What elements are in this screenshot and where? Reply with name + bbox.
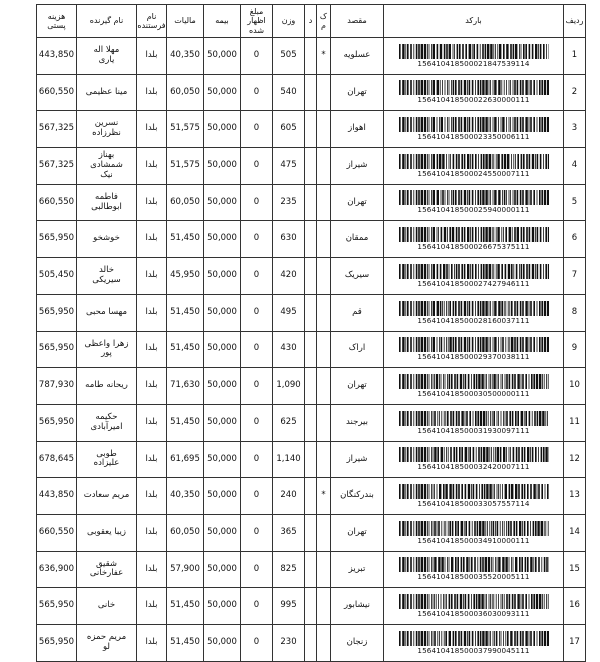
d-mark — [305, 38, 317, 75]
declared-value: 0 — [241, 551, 273, 588]
postal-cost: 505,450 — [37, 258, 77, 295]
destination: نیشابور — [331, 588, 384, 625]
barcode-number: 156410418500028160037111 — [417, 317, 529, 325]
weight: 230 — [273, 625, 305, 662]
table-row — [37, 38, 586, 75]
row-number: 8 — [564, 294, 586, 331]
k-mark: * — [317, 478, 331, 515]
tax: 51,575 — [167, 111, 204, 148]
barcode-cell — [384, 514, 564, 551]
postal-cost: 565,950 — [37, 221, 77, 258]
barcode-cell — [384, 184, 564, 221]
receiver-name: طوبی علیزاده — [77, 441, 137, 478]
table-row — [37, 294, 586, 331]
tax: 51,450 — [167, 331, 204, 368]
shipments-table — [36, 4, 586, 662]
tax: 51,450 — [167, 404, 204, 441]
weight: 240 — [273, 478, 305, 515]
declared-value: 0 — [241, 38, 273, 75]
tax: 51,450 — [167, 294, 204, 331]
sender-name: بلدا — [137, 38, 167, 75]
barcode-bars — [399, 557, 549, 572]
row-number: 2 — [564, 74, 586, 111]
barcode-cell — [384, 38, 564, 75]
barcode-bars — [399, 301, 549, 316]
table-row — [37, 514, 586, 551]
postal-cost: 565,950 — [37, 294, 77, 331]
declared-value: 0 — [241, 625, 273, 662]
declared-value: 0 — [241, 111, 273, 148]
barcode-bars — [399, 154, 549, 169]
d-mark — [305, 404, 317, 441]
insurance: 50,000 — [204, 404, 241, 441]
barcode-number: 156410418500026675375111 — [417, 243, 529, 251]
table-row — [37, 331, 586, 368]
barcode-cell — [384, 74, 564, 111]
destination: زنجان — [331, 625, 384, 662]
weight: 540 — [273, 74, 305, 111]
barcode-bars — [399, 117, 549, 132]
table-row — [37, 258, 586, 295]
row-number: 9 — [564, 331, 586, 368]
insurance: 50,000 — [204, 221, 241, 258]
barcode-bars — [399, 264, 549, 279]
postal-cost: 678,645 — [37, 441, 77, 478]
barcode-number: 156410418500032420007111 — [417, 463, 529, 471]
table-row — [37, 74, 586, 111]
barcode-cell — [384, 551, 564, 588]
sender-name: بلدا — [137, 258, 167, 295]
d-mark — [305, 551, 317, 588]
k-mark — [317, 294, 331, 331]
receiver-name: خانی — [77, 588, 137, 625]
insurance: 50,000 — [204, 441, 241, 478]
insurance: 50,000 — [204, 148, 241, 185]
barcode-bars — [399, 337, 549, 352]
postal-cost: 443,850 — [37, 38, 77, 75]
weight: 825 — [273, 551, 305, 588]
weight: 995 — [273, 588, 305, 625]
col-row-header: ردیف — [564, 5, 586, 38]
col-barcode-header: بارکد — [384, 5, 564, 38]
barcode-number: 156410418500024550007111 — [417, 170, 529, 178]
k-mark — [317, 514, 331, 551]
d-mark — [305, 258, 317, 295]
sender-name: بلدا — [137, 221, 167, 258]
receiver-name: فاطمه ابوطالبی — [77, 184, 137, 221]
k-mark — [317, 404, 331, 441]
declared-value: 0 — [241, 221, 273, 258]
tax: 40,350 — [167, 478, 204, 515]
tax: 51,450 — [167, 221, 204, 258]
k-mark: * — [317, 38, 331, 75]
weight: 365 — [273, 514, 305, 551]
row-number: 17 — [564, 625, 586, 662]
destination: سیریک — [331, 258, 384, 295]
receiver-name: خوشخو — [77, 221, 137, 258]
destination: عسلویه — [331, 38, 384, 75]
declared-value: 0 — [241, 184, 273, 221]
receiver-name: مریم حمزه لو — [77, 625, 137, 662]
sender-name: بلدا — [137, 294, 167, 331]
sender-name: بلدا — [137, 514, 167, 551]
tax: 40,350 — [167, 38, 204, 75]
postal-cost: 565,950 — [37, 588, 77, 625]
insurance: 50,000 — [204, 74, 241, 111]
insurance: 50,000 — [204, 514, 241, 551]
sender-name: بلدا — [137, 111, 167, 148]
weight: 625 — [273, 404, 305, 441]
barcode-cell — [384, 368, 564, 405]
destination: تهران — [331, 514, 384, 551]
receiver-name: زهرا واعظی پور — [77, 331, 137, 368]
tax: 60,050 — [167, 514, 204, 551]
tax: 51,575 — [167, 148, 204, 185]
col-declared-header: مبلغ اظهار شده — [241, 5, 273, 38]
barcode-number: 156410418500037990045111 — [417, 647, 529, 655]
declared-value: 0 — [241, 368, 273, 405]
destination: ممقان — [331, 221, 384, 258]
weight: 605 — [273, 111, 305, 148]
weight: 1,140 — [273, 441, 305, 478]
declared-value: 0 — [241, 331, 273, 368]
postal-cost: 567,325 — [37, 148, 77, 185]
table-row — [37, 588, 586, 625]
row-number: 13 — [564, 478, 586, 515]
barcode-number: 156410418500030500000111 — [417, 390, 529, 398]
receiver-name: مریم سعادت — [77, 478, 137, 515]
d-mark — [305, 294, 317, 331]
destination: شیراز — [331, 441, 384, 478]
row-number: 14 — [564, 514, 586, 551]
postal-cost: 787,930 — [37, 368, 77, 405]
k-mark — [317, 184, 331, 221]
declared-value: 0 — [241, 514, 273, 551]
k-mark — [317, 74, 331, 111]
d-mark — [305, 478, 317, 515]
declared-value: 0 — [241, 404, 273, 441]
receiver-name: مهلا اله یاری — [77, 38, 137, 75]
insurance: 50,000 — [204, 368, 241, 405]
d-mark — [305, 148, 317, 185]
insurance: 50,000 — [204, 551, 241, 588]
d-mark — [305, 625, 317, 662]
sender-name: بلدا — [137, 184, 167, 221]
table-row — [37, 404, 586, 441]
barcode-bars — [399, 631, 549, 646]
receiver-name: نسرین نظرزاده — [77, 111, 137, 148]
col-receiver-header: نام گیرنده — [77, 5, 137, 38]
row-number: 12 — [564, 441, 586, 478]
weight: 630 — [273, 221, 305, 258]
declared-value: 0 — [241, 258, 273, 295]
weight: 430 — [273, 331, 305, 368]
declared-value: 0 — [241, 294, 273, 331]
sender-name: بلدا — [137, 148, 167, 185]
d-mark — [305, 331, 317, 368]
sender-name: بلدا — [137, 441, 167, 478]
weight: 505 — [273, 38, 305, 75]
tax: 71,630 — [167, 368, 204, 405]
destination: شیراز — [331, 148, 384, 185]
declared-value: 0 — [241, 148, 273, 185]
postal-cost: 443,850 — [37, 478, 77, 515]
receiver-name: مینا عظیمی — [77, 74, 137, 111]
insurance: 50,000 — [204, 294, 241, 331]
destination: بندرکنگان — [331, 478, 384, 515]
barcode-number: 156410418500021847539114 — [417, 60, 529, 68]
k-mark — [317, 625, 331, 662]
header-row — [37, 5, 586, 38]
tax: 57,900 — [167, 551, 204, 588]
insurance: 50,000 — [204, 588, 241, 625]
col-k-header: ک م — [317, 5, 331, 38]
k-mark — [317, 551, 331, 588]
postal-cost: 660,550 — [37, 74, 77, 111]
sender-name: بلدا — [137, 74, 167, 111]
col-weight-header: وزن — [273, 5, 305, 38]
destination: قم — [331, 294, 384, 331]
destination: تبریز — [331, 551, 384, 588]
tax: 60,050 — [167, 184, 204, 221]
insurance: 50,000 — [204, 625, 241, 662]
sender-name: بلدا — [137, 368, 167, 405]
col-tax-header: مالیات — [167, 5, 204, 38]
barcode-bars — [399, 521, 549, 536]
destination: تهران — [331, 74, 384, 111]
tax: 51,450 — [167, 625, 204, 662]
insurance: 50,000 — [204, 478, 241, 515]
postal-cost: 565,950 — [37, 404, 77, 441]
barcode-cell — [384, 441, 564, 478]
k-mark — [317, 331, 331, 368]
barcode-number: 156410418500031930097111 — [417, 427, 529, 435]
postal-cost: 660,550 — [37, 514, 77, 551]
barcode-cell — [384, 588, 564, 625]
insurance: 50,000 — [204, 258, 241, 295]
sender-name: بلدا — [137, 588, 167, 625]
d-mark — [305, 74, 317, 111]
destination: بیرجند — [331, 404, 384, 441]
barcode-bars — [399, 411, 549, 426]
declared-value: 0 — [241, 588, 273, 625]
row-number: 3 — [564, 111, 586, 148]
row-number: 15 — [564, 551, 586, 588]
col-d-header: د — [305, 5, 317, 38]
barcode-number: 156410418500034910000111 — [417, 537, 529, 545]
barcode-bars — [399, 80, 549, 95]
postal-cost: 567,325 — [37, 111, 77, 148]
barcode-cell — [384, 331, 564, 368]
table-row — [37, 478, 586, 515]
barcode-bars — [399, 447, 549, 462]
insurance: 50,000 — [204, 38, 241, 75]
table-row — [37, 625, 586, 662]
d-mark — [305, 111, 317, 148]
table-row — [37, 551, 586, 588]
row-number: 7 — [564, 258, 586, 295]
destination: تهران — [331, 368, 384, 405]
weight: 495 — [273, 294, 305, 331]
tax: 60,050 — [167, 74, 204, 111]
table-row — [37, 148, 586, 185]
row-number: 5 — [564, 184, 586, 221]
barcode-cell — [384, 625, 564, 662]
sender-name: بلدا — [137, 478, 167, 515]
receiver-name: بهناز شمشادی نیک — [77, 148, 137, 185]
table-row — [37, 441, 586, 478]
row-number: 6 — [564, 221, 586, 258]
barcode-number: 156410418500035520005111 — [417, 573, 529, 581]
d-mark — [305, 514, 317, 551]
weight: 420 — [273, 258, 305, 295]
barcode-bars — [399, 484, 549, 499]
barcode-number: 156410418500027427946111 — [417, 280, 529, 288]
table-row — [37, 221, 586, 258]
k-mark — [317, 441, 331, 478]
col-dest-header: مقصد — [331, 5, 384, 38]
barcode-cell — [384, 111, 564, 148]
row-number: 1 — [564, 38, 586, 75]
sender-name: بلدا — [137, 625, 167, 662]
d-mark — [305, 441, 317, 478]
postal-cost: 565,950 — [37, 625, 77, 662]
declared-value: 0 — [241, 74, 273, 111]
barcode-bars — [399, 374, 549, 389]
barcode-cell — [384, 478, 564, 515]
d-mark — [305, 368, 317, 405]
declared-value: 0 — [241, 478, 273, 515]
sender-name: بلدا — [137, 331, 167, 368]
col-cost-header: هزینه پستی — [37, 5, 77, 38]
barcode-number: 156410418500036030093111 — [417, 610, 529, 618]
postal-cost: 660,550 — [37, 184, 77, 221]
weight: 235 — [273, 184, 305, 221]
insurance: 50,000 — [204, 331, 241, 368]
barcode-cell — [384, 258, 564, 295]
barcode-bars — [399, 594, 549, 609]
barcode-number: 156410418500029370038111 — [417, 353, 529, 361]
barcode-number: 156410418500025940000111 — [417, 206, 529, 214]
row-number: 16 — [564, 588, 586, 625]
insurance: 50,000 — [204, 184, 241, 221]
tax: 61,695 — [167, 441, 204, 478]
barcode-number: 156410418500022630000111 — [417, 96, 529, 104]
insurance: 50,000 — [204, 111, 241, 148]
col-insurance-header: بیمه — [204, 5, 241, 38]
table-row — [37, 368, 586, 405]
row-number: 4 — [564, 148, 586, 185]
row-number: 10 — [564, 368, 586, 405]
d-mark — [305, 221, 317, 258]
receiver-name: خالد سیریکی — [77, 258, 137, 295]
receiver-name: شقیق عفارخانی — [77, 551, 137, 588]
receiver-name: حکیمه امیرآبادی — [77, 404, 137, 441]
sender-name: بلدا — [137, 404, 167, 441]
col-sender-header: نام فرستنده — [137, 5, 167, 38]
tax: 51,450 — [167, 588, 204, 625]
destination: اهواز — [331, 111, 384, 148]
k-mark — [317, 368, 331, 405]
k-mark — [317, 258, 331, 295]
destination: تهران — [331, 184, 384, 221]
k-mark — [317, 588, 331, 625]
k-mark — [317, 148, 331, 185]
postal-cost: 636,900 — [37, 551, 77, 588]
barcode-cell — [384, 221, 564, 258]
weight: 1,090 — [273, 368, 305, 405]
destination: اراک — [331, 331, 384, 368]
k-mark — [317, 111, 331, 148]
tax: 45,950 — [167, 258, 204, 295]
barcode-cell — [384, 148, 564, 185]
receiver-name: مهسا محبی — [77, 294, 137, 331]
table-row — [37, 184, 586, 221]
d-mark — [305, 184, 317, 221]
table-row — [37, 111, 586, 148]
weight: 475 — [273, 148, 305, 185]
sender-name: بلدا — [137, 551, 167, 588]
barcode-number: 156410418500033057557114 — [417, 500, 529, 508]
postal-cost: 565,950 — [37, 331, 77, 368]
receiver-name: زیبا یعقوبی — [77, 514, 137, 551]
declared-value: 0 — [241, 441, 273, 478]
row-number: 11 — [564, 404, 586, 441]
receiver-name: ریحانه طامه — [77, 368, 137, 405]
barcode-number: 156410418500023350006111 — [417, 133, 529, 141]
k-mark — [317, 221, 331, 258]
barcode-bars — [399, 190, 549, 205]
barcode-cell — [384, 404, 564, 441]
d-mark — [305, 588, 317, 625]
barcode-bars — [399, 44, 549, 59]
barcode-bars — [399, 227, 549, 242]
barcode-cell — [384, 294, 564, 331]
